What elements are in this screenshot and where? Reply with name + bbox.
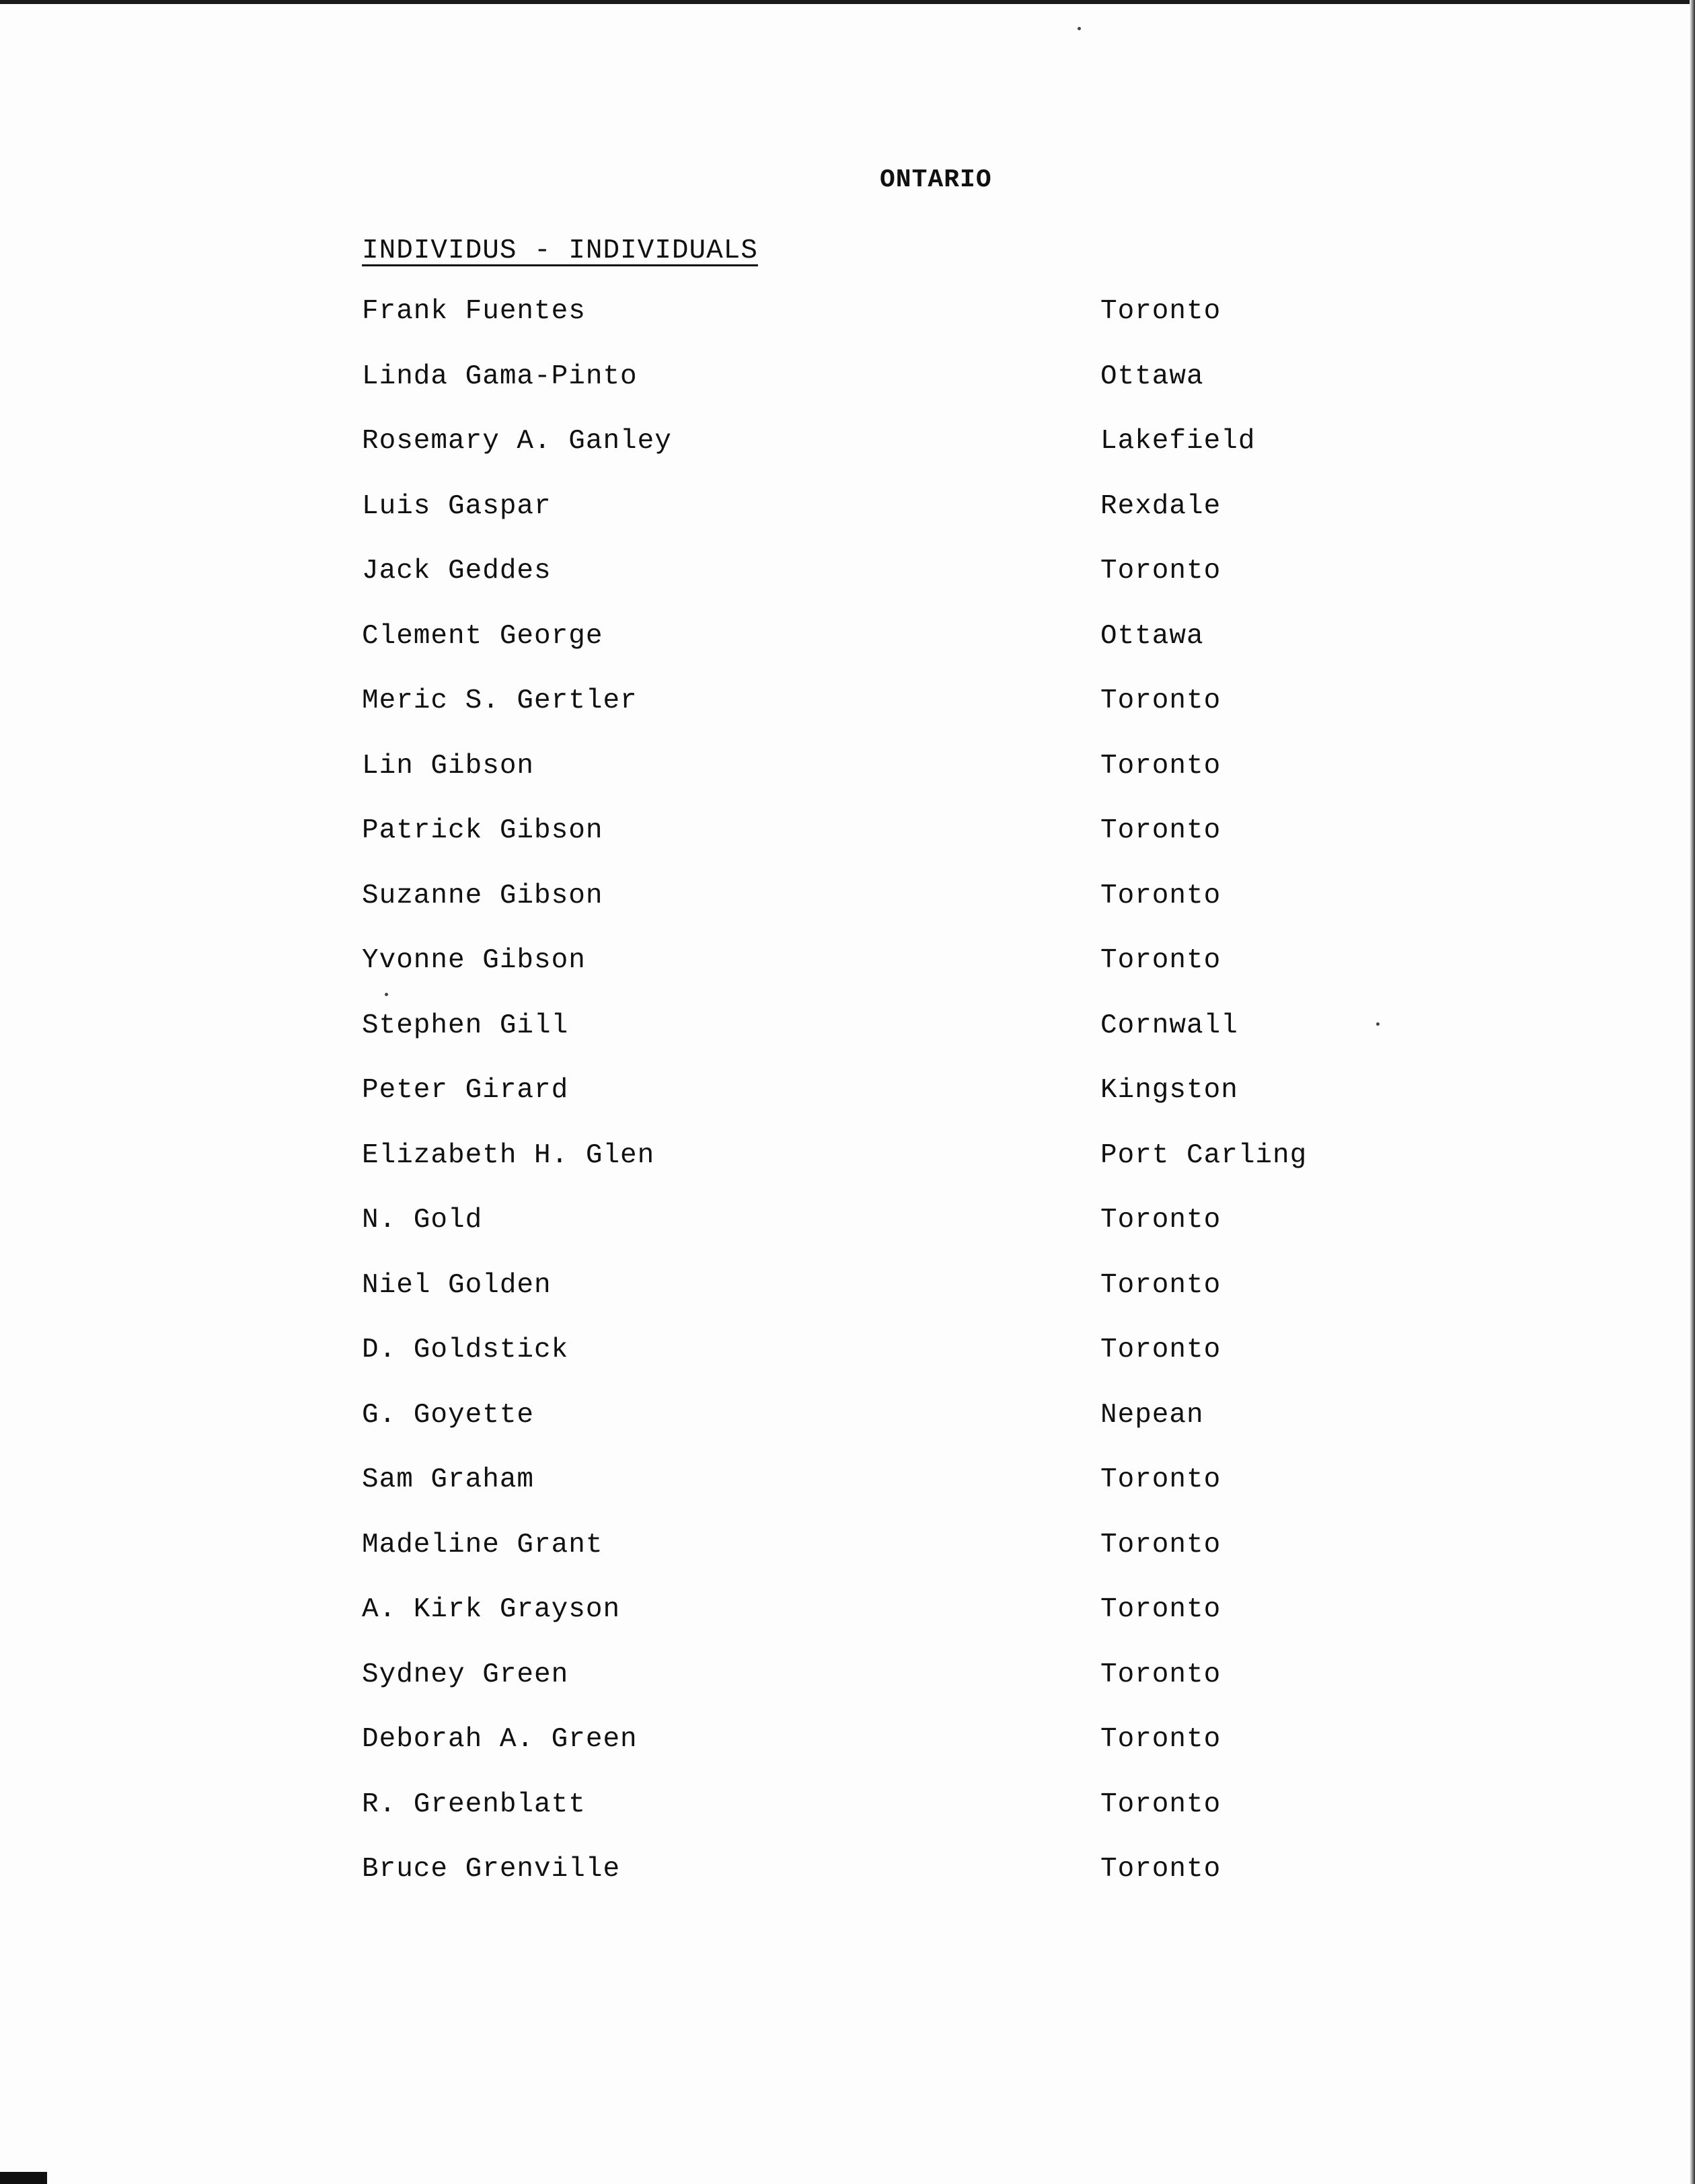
- individual-name: N. Gold: [362, 1205, 483, 1236]
- list-item: [362, 1400, 1371, 1465]
- list-item: [362, 296, 1371, 361]
- list-item: [362, 1334, 1371, 1400]
- individual-city: Toronto: [1100, 1529, 1221, 1560]
- individual-city: Lakefield: [1100, 426, 1256, 457]
- individual-name: Bruce Grenville: [362, 1854, 621, 1885]
- individual-name: D. Goldstick: [362, 1334, 569, 1365]
- list-item: [362, 751, 1371, 816]
- list-item: [362, 491, 1371, 556]
- individual-city: Toronto: [1100, 685, 1221, 716]
- individual-city: Nepean: [1100, 1399, 1204, 1431]
- individual-city: Ottawa: [1100, 361, 1204, 392]
- individual-city: Toronto: [1100, 1724, 1221, 1755]
- individual-city: Kingston: [1100, 1075, 1238, 1106]
- individual-city: Toronto: [1100, 1205, 1221, 1236]
- individual-city: Ottawa: [1100, 620, 1204, 652]
- individual-city: Toronto: [1100, 296, 1221, 327]
- individual-name: R. Greenblatt: [362, 1788, 586, 1820]
- individual-city: Toronto: [1100, 750, 1221, 782]
- individual-name: Peter Girard: [362, 1075, 569, 1106]
- scan-speck: [1376, 1022, 1380, 1026]
- individual-name: A. Kirk Grayson: [362, 1594, 621, 1625]
- individual-name: Clement George: [362, 620, 603, 652]
- individual-name: Patrick Gibson: [362, 815, 603, 846]
- list-item: [362, 1140, 1371, 1205]
- scan-speck: [1078, 27, 1081, 30]
- individual-city: Toronto: [1100, 1334, 1221, 1365]
- individual-city: Toronto: [1100, 1464, 1221, 1495]
- list-item: [362, 1724, 1371, 1789]
- individual-city: Toronto: [1100, 815, 1221, 846]
- individual-city: Cornwall: [1100, 1010, 1238, 1041]
- individual-name: Stephen Gill: [362, 1010, 569, 1041]
- list-item: [362, 1530, 1371, 1595]
- individual-name: Linda Gama-Pinto: [362, 361, 638, 392]
- list-item: [362, 1205, 1371, 1270]
- scan-edge-right: [1690, 0, 1695, 2184]
- list-item: [362, 1464, 1371, 1530]
- individual-city: Toronto: [1100, 1269, 1221, 1301]
- individual-name: Deborah A. Green: [362, 1724, 638, 1755]
- page-title: ONTARIO: [880, 165, 992, 194]
- list-item: [362, 815, 1371, 880]
- individual-city: Toronto: [1100, 945, 1221, 976]
- individual-name: Frank Fuentes: [362, 296, 586, 327]
- list-item: [362, 945, 1371, 1010]
- list-item: [362, 685, 1371, 751]
- list-item: [362, 1270, 1371, 1335]
- individual-name: Rosemary A. Ganley: [362, 426, 672, 457]
- individual-city: Toronto: [1100, 1854, 1221, 1885]
- individual-name: Madeline Grant: [362, 1529, 603, 1560]
- list-item: [362, 1010, 1371, 1076]
- section-heading: INDIVIDUS - INDIVIDUALS: [362, 235, 758, 266]
- individual-name: Niel Golden: [362, 1269, 552, 1301]
- list-item: [362, 1594, 1371, 1659]
- list-item: [362, 361, 1371, 426]
- individual-city: Toronto: [1100, 1594, 1221, 1625]
- individual-city: Toronto: [1100, 1788, 1221, 1820]
- list-item: [362, 880, 1371, 946]
- individual-name: Jack Geddes: [362, 556, 552, 587]
- individual-name: Sam Graham: [362, 1464, 535, 1495]
- list-item: [362, 1075, 1371, 1140]
- individual-name: Yvonne Gibson: [362, 945, 586, 976]
- individual-name: Elizabeth H. Glen: [362, 1139, 655, 1171]
- individual-name: Suzanne Gibson: [362, 880, 603, 911]
- individual-city: Toronto: [1100, 556, 1221, 587]
- individual-city: Rexdale: [1100, 490, 1221, 522]
- list-item: [362, 1789, 1371, 1854]
- list-item: [362, 621, 1371, 686]
- individual-city: Toronto: [1100, 880, 1221, 911]
- scan-edge-top: [0, 0, 1695, 4]
- scan-corner-mark: [0, 2172, 47, 2184]
- list-item: [362, 556, 1371, 621]
- individual-city: Port Carling: [1100, 1139, 1308, 1171]
- list-item: [362, 426, 1371, 491]
- individuals-list: [362, 296, 1371, 1919]
- individual-name: Meric S. Gertler: [362, 685, 638, 716]
- individual-name: G. Goyette: [362, 1399, 535, 1431]
- list-item: [362, 1659, 1371, 1725]
- individual-name: Sydney Green: [362, 1659, 569, 1690]
- individual-name: Lin Gibson: [362, 750, 535, 782]
- individual-city: Toronto: [1100, 1659, 1221, 1690]
- list-item: [362, 1854, 1371, 1919]
- individual-name: Luis Gaspar: [362, 490, 552, 522]
